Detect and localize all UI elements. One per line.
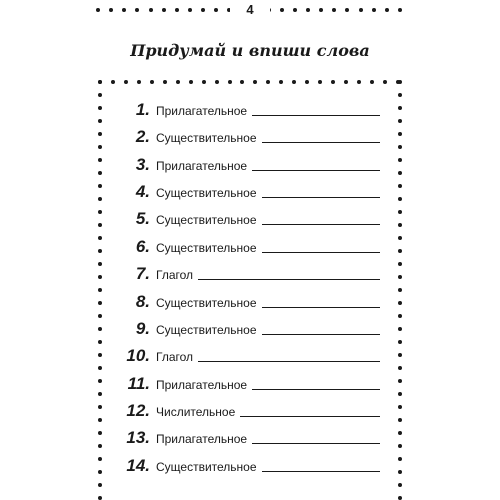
border-dot [98, 158, 102, 162]
border-dot [331, 80, 335, 84]
border-dot [98, 496, 102, 500]
border-dot [111, 80, 115, 84]
border-dot [357, 80, 361, 84]
border-dot [266, 80, 270, 84]
border-dot [398, 210, 402, 214]
list-item [110, 454, 380, 476]
answer-line[interactable] [198, 279, 380, 280]
box-right-border [398, 80, 402, 500]
border-dot [98, 145, 102, 149]
border-dot [214, 8, 218, 12]
answer-line[interactable] [262, 197, 380, 198]
border-dot [398, 431, 402, 435]
border-dot [96, 8, 100, 12]
border-dot [98, 119, 102, 123]
border-dot [98, 353, 102, 357]
border-dot [345, 8, 349, 12]
border-dot [385, 8, 389, 12]
border-dot [98, 392, 102, 396]
border-dot [398, 262, 402, 266]
border-dot [398, 223, 402, 227]
border-dot [149, 8, 153, 12]
border-dot [98, 171, 102, 175]
page-number: 4 [230, 3, 270, 17]
border-dot [398, 405, 402, 409]
border-dot [293, 8, 297, 12]
border-dot [189, 80, 193, 84]
border-dot [292, 80, 296, 84]
border-dot [98, 470, 102, 474]
border-dot [332, 8, 336, 12]
list-item [110, 153, 380, 175]
border-dot [398, 457, 402, 461]
list-item [110, 426, 380, 448]
page-title: Придумай и впиши слова [130, 41, 370, 60]
border-dot [398, 418, 402, 422]
answer-line[interactable] [262, 252, 380, 253]
list-item [110, 290, 380, 312]
answer-line[interactable] [252, 389, 380, 390]
border-dot [98, 93, 102, 97]
border-dot [98, 457, 102, 461]
border-dot [383, 80, 387, 84]
item-number: 1. [135, 100, 150, 119]
border-dot [398, 327, 402, 331]
border-dot [398, 106, 402, 110]
border-dot [98, 288, 102, 292]
border-dot [398, 93, 402, 97]
border-dot [98, 106, 102, 110]
item-number: 9. [135, 319, 150, 338]
border-dot [98, 197, 102, 201]
item-number: 5. [135, 209, 150, 228]
item-label: Существительное [156, 131, 257, 145]
border-dot [98, 132, 102, 136]
border-dot [398, 353, 402, 357]
border-dot [124, 80, 128, 84]
item-label: Существительное [156, 241, 257, 255]
item-label: Существительное [156, 213, 257, 227]
border-dot [215, 80, 219, 84]
list-item [110, 262, 380, 284]
border-dot [398, 249, 402, 253]
list-item [110, 180, 380, 202]
border-dot [398, 132, 402, 136]
border-dot [319, 8, 323, 12]
border-dot [98, 275, 102, 279]
border-dot [201, 8, 205, 12]
item-label: Глагол [156, 268, 194, 282]
list-item [110, 235, 380, 257]
border-dot [98, 379, 102, 383]
border-dot [175, 8, 179, 12]
answer-line[interactable] [262, 142, 380, 143]
answer-line[interactable] [262, 307, 380, 308]
border-dot [306, 8, 310, 12]
border-dot [280, 8, 284, 12]
item-number: 4. [135, 182, 150, 201]
border-dot [372, 8, 376, 12]
item-number: 13. [126, 428, 150, 447]
border-dot [98, 223, 102, 227]
border-dot [398, 236, 402, 240]
answer-line[interactable] [252, 170, 380, 171]
border-dot [98, 327, 102, 331]
item-number: 7. [135, 264, 150, 283]
item-number: 14. [126, 456, 150, 475]
border-dot [98, 262, 102, 266]
border-dot [98, 314, 102, 318]
border-dot [398, 379, 402, 383]
border-dot [398, 171, 402, 175]
border-dot [398, 275, 402, 279]
border-dot [98, 210, 102, 214]
border-dot [305, 80, 309, 84]
item-label: Прилагательное [156, 159, 248, 173]
answer-line[interactable] [198, 361, 380, 362]
border-dot [98, 236, 102, 240]
list-item [110, 372, 380, 394]
answer-line[interactable] [252, 115, 380, 116]
list-item [110, 98, 380, 120]
item-number: 6. [135, 237, 150, 256]
border-dot [398, 197, 402, 201]
border-dot [398, 366, 402, 370]
border-dot [398, 496, 402, 500]
border-dot [398, 158, 402, 162]
border-dot [98, 405, 102, 409]
border-dot [370, 80, 374, 84]
border-dot [202, 80, 206, 84]
border-dot [98, 366, 102, 370]
border-dot [228, 80, 232, 84]
border-dot [98, 301, 102, 305]
border-dot [98, 418, 102, 422]
border-dot [109, 8, 113, 12]
border-dot [176, 80, 180, 84]
border-dot [398, 314, 402, 318]
border-dot [98, 340, 102, 344]
border-dot [398, 184, 402, 188]
item-label: Числительное [156, 405, 236, 419]
item-number: 10. [126, 346, 150, 365]
item-number: 8. [135, 292, 150, 311]
border-dot [398, 444, 402, 448]
item-number: 11. [127, 374, 150, 393]
list-item [110, 344, 380, 366]
list-item [110, 399, 380, 421]
border-dot [122, 8, 126, 12]
item-label: Прилагательное [156, 378, 248, 392]
list-item [110, 317, 380, 339]
border-dot [253, 80, 257, 84]
border-dot [163, 80, 167, 84]
border-dot [398, 340, 402, 344]
item-number: 3. [135, 155, 150, 174]
border-dot [279, 80, 283, 84]
answer-line[interactable] [262, 471, 380, 472]
border-dot [398, 119, 402, 123]
border-dot [98, 431, 102, 435]
item-number: 12. [126, 401, 150, 420]
item-label: Существительное [156, 323, 257, 337]
border-dot [135, 8, 139, 12]
border-dot [137, 80, 141, 84]
border-dot [398, 288, 402, 292]
border-dot [398, 470, 402, 474]
answer-line[interactable] [240, 416, 380, 417]
border-dot [98, 444, 102, 448]
border-dot [98, 249, 102, 253]
border-dot [162, 8, 166, 12]
border-dot [240, 80, 244, 84]
answer-line[interactable] [262, 224, 380, 225]
border-dot [398, 483, 402, 487]
answer-line[interactable] [262, 334, 380, 335]
border-dot [150, 80, 154, 84]
item-label: Прилагательное [156, 432, 248, 446]
border-dot [98, 80, 102, 84]
border-dot [398, 145, 402, 149]
item-number: 2. [135, 127, 150, 146]
item-label: Существительное [156, 460, 257, 474]
item-label: Глагол [156, 350, 194, 364]
border-dot [98, 184, 102, 188]
list-item [110, 207, 380, 229]
answer-line[interactable] [252, 443, 380, 444]
border-dot [359, 8, 363, 12]
item-label: Прилагательное [156, 104, 248, 118]
border-dot [188, 8, 192, 12]
border-dot [398, 392, 402, 396]
box-top-border [98, 80, 400, 84]
border-dot [344, 80, 348, 84]
border-dot [398, 301, 402, 305]
item-label: Существительное [156, 296, 257, 310]
border-dot [318, 80, 322, 84]
border-dot [98, 483, 102, 487]
box-left-border [98, 80, 102, 500]
list-item [110, 125, 380, 147]
item-label: Существительное [156, 186, 257, 200]
border-dot [398, 80, 402, 84]
border-dot [398, 8, 402, 12]
